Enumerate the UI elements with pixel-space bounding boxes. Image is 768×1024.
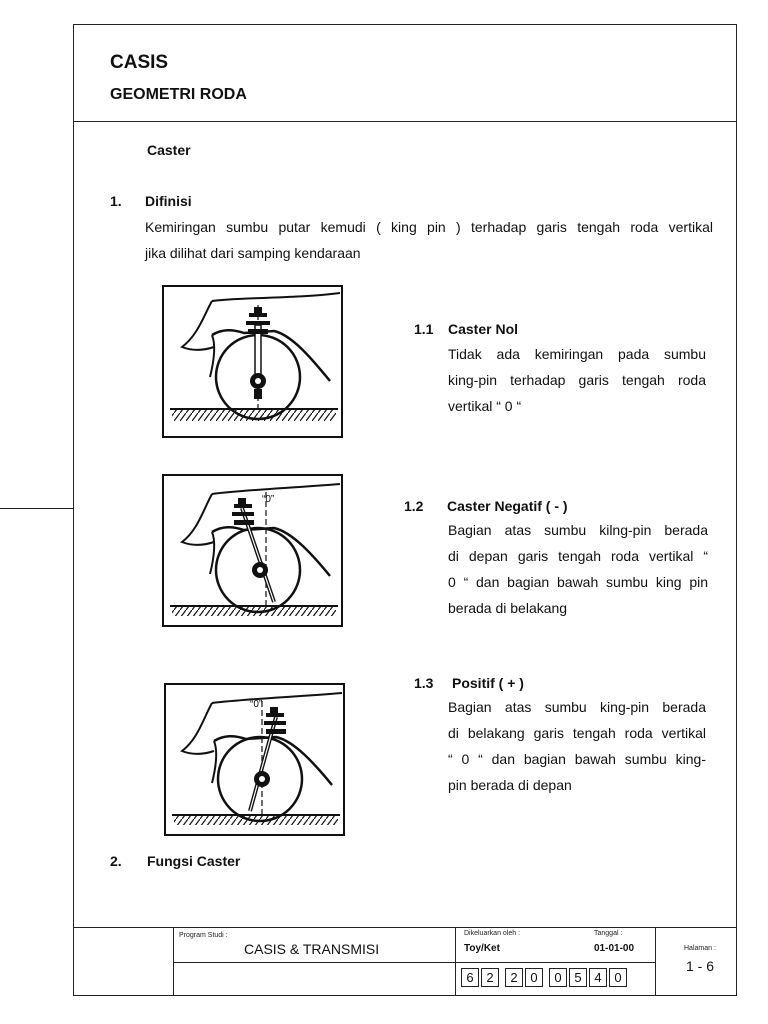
item3-text xyxy=(448,694,706,798)
s1-line1: Kemiringan sumbu putar kemudi ( king pin ) terhadap garis tengah roda vertikal xyxy=(145,219,713,235)
item2-text xyxy=(448,517,708,621)
item3-line: di belakang garis tengah roda vertikal xyxy=(448,725,706,741)
s1-line2: jika dilihat dari samping kendaraan xyxy=(145,245,361,261)
issued-value: Toy/Ket xyxy=(464,943,500,954)
item3-title: Positif ( + ) xyxy=(452,675,524,691)
date-label: Tanggal : xyxy=(594,930,623,937)
margin-mark xyxy=(0,508,73,509)
item2-number: 1.2 xyxy=(404,498,424,514)
item1-number: 1.1 xyxy=(414,321,434,337)
document-code xyxy=(461,968,627,987)
s1-number: 1. xyxy=(110,193,122,209)
item1-line: Tidak ada kemiringan pada sumbu xyxy=(448,346,706,362)
code-digit: 2 xyxy=(481,968,499,987)
item1-line: king-pin terhadap garis tengah roda xyxy=(448,372,706,388)
item2-line: di depan garis tengah roda vertikal “ xyxy=(448,548,708,564)
item3-line: “ 0 “ dan bagian bawah sumbu king- xyxy=(448,751,706,767)
code-digit: 6 xyxy=(461,968,479,987)
item2-line: Bagian atas sumbu kilng-pin berada xyxy=(448,522,708,538)
item1-title: Caster Nol xyxy=(448,321,519,337)
caster-zero-diagram xyxy=(162,285,344,439)
zero-label: “0” xyxy=(250,699,263,710)
code-digit: 2 xyxy=(505,968,523,987)
page-number: 1 - 6 xyxy=(686,958,715,974)
zero-label: “0” xyxy=(262,494,275,505)
code-digit: 0 xyxy=(609,968,627,987)
footer-divider xyxy=(655,927,656,996)
item3-line: pin berada di depan xyxy=(448,777,572,793)
item3-line: Bagian atas sumbu king-pin berada xyxy=(448,699,706,715)
code-digit: 4 xyxy=(589,968,607,987)
s2-number: 2. xyxy=(110,853,122,869)
section-title: Caster xyxy=(147,142,191,158)
code-digit: 0 xyxy=(525,968,543,987)
code-digit: 5 xyxy=(569,968,587,987)
code-digit: 0 xyxy=(549,968,567,987)
issued-label: Dikeluarkan oleh : xyxy=(464,930,521,937)
caster-negative-diagram xyxy=(162,474,344,628)
item2-line: berada di belakang xyxy=(448,600,568,616)
program-value: CASIS & TRANSMISI xyxy=(244,941,380,957)
item1-line: vertikal “ 0 “ xyxy=(448,398,522,414)
date-value: 01-01-00 xyxy=(594,943,635,954)
s2-title: Fungsi Caster xyxy=(147,853,241,869)
item2-title: Caster Negatif ( - ) xyxy=(447,498,568,514)
item2-line: 0 “ dan bagian bawah sumbu king pin xyxy=(448,574,708,590)
footer-mid-line xyxy=(173,962,655,963)
page-label: Halaman : xyxy=(684,945,716,952)
caster-positive-diagram xyxy=(164,683,346,837)
s1-title: Difinisi xyxy=(145,193,192,209)
page-title: CASIS xyxy=(110,52,169,73)
item3-number: 1.3 xyxy=(414,675,434,691)
page-subtitle: GEOMETRI RODA xyxy=(110,86,247,103)
program-label: Program Studi : xyxy=(179,932,228,939)
header-divider xyxy=(73,121,737,122)
item1-text xyxy=(448,341,706,419)
